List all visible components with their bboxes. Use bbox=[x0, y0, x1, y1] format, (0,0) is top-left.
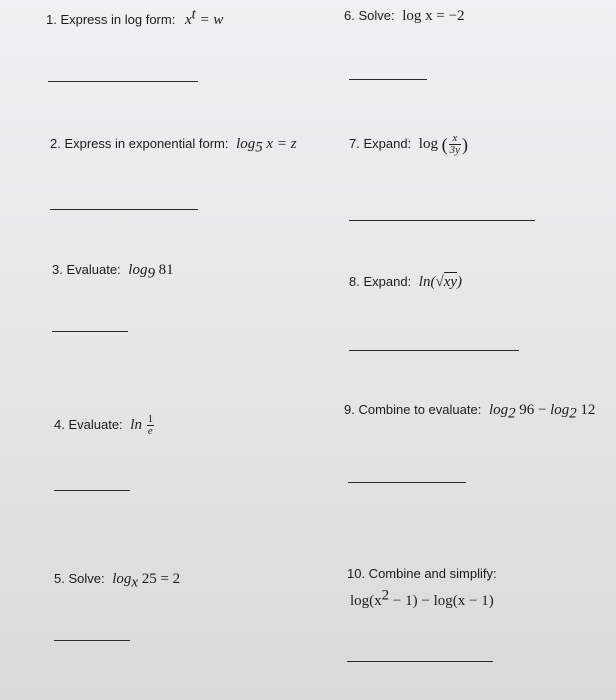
problem-6 bbox=[344, 8, 465, 24]
problem-10-expression bbox=[350, 587, 494, 609]
problem-5-label: 5. Solve: bbox=[54, 571, 105, 586]
problem-7-close-paren: ) bbox=[461, 134, 468, 155]
problem-2-sub: 5 bbox=[255, 139, 263, 156]
problem-5-log: log bbox=[112, 571, 132, 587]
problem-3-log: log bbox=[128, 262, 148, 278]
problem-8 bbox=[349, 274, 462, 290]
problem-7-fraction bbox=[449, 133, 461, 156]
problem-7-denominator: 3y bbox=[449, 144, 460, 156]
problem-1-base: x bbox=[184, 12, 192, 28]
problem-9 bbox=[344, 402, 596, 422]
problem-3-label: 3. Evaluate: bbox=[52, 262, 121, 277]
problem-10-label: 10. Combine and simplify: bbox=[347, 566, 497, 581]
problem-3-arg: 81 bbox=[158, 262, 174, 278]
problem-1-exp: t bbox=[191, 6, 196, 23]
problem-7-open-paren: ( bbox=[441, 134, 448, 155]
problem-7-label: 7. Expand: bbox=[349, 135, 412, 151]
answer-line-3[interactable] bbox=[52, 331, 128, 332]
problem-9-label: 9. Combine to evaluate: bbox=[344, 402, 482, 417]
answer-line-9[interactable] bbox=[348, 482, 466, 483]
problem-2-label: 2. Express in exponential form: bbox=[50, 136, 229, 151]
problem-9-sub2: 2 bbox=[569, 405, 577, 422]
problem-2 bbox=[50, 136, 297, 156]
problem-7-log: log bbox=[418, 135, 438, 152]
problem-1 bbox=[46, 6, 224, 28]
problem-1-rhs: = w bbox=[195, 12, 224, 28]
problem-8-radical: √ bbox=[435, 274, 444, 290]
problem-4-denominator: e bbox=[147, 425, 153, 437]
problem-10-expr-b: − 1) − log(x − 1) bbox=[389, 593, 494, 609]
answer-line-7[interactable] bbox=[349, 220, 535, 221]
problem-9-sub1: 2 bbox=[508, 405, 516, 422]
problem-6-label: 6. Solve: bbox=[344, 8, 395, 23]
problem-7 bbox=[349, 133, 468, 156]
problem-9-arg1: 96 − bbox=[519, 402, 547, 418]
problem-5 bbox=[54, 571, 181, 591]
problem-5-rhs: 25 = 2 bbox=[141, 571, 181, 587]
problem-10-expr-a: log(x bbox=[350, 593, 382, 609]
problem-10-sup: 2 bbox=[381, 587, 390, 604]
answer-line-4[interactable] bbox=[54, 490, 130, 491]
problem-8-ln: ln( bbox=[418, 274, 436, 290]
answer-line-2[interactable] bbox=[50, 209, 198, 210]
answer-line-1[interactable] bbox=[48, 81, 198, 82]
problem-6-expr: log x = −2 bbox=[402, 8, 465, 24]
problem-2-log: log bbox=[236, 136, 256, 152]
problem-10 bbox=[347, 566, 497, 582]
answer-line-10[interactable] bbox=[347, 661, 493, 662]
problem-8-close: ) bbox=[457, 274, 463, 290]
problem-1-label: 1. Express in log form: bbox=[46, 12, 176, 27]
problem-9-log2: log bbox=[550, 402, 570, 418]
problem-5-sub: x bbox=[131, 574, 139, 591]
problem-4-ln: ln bbox=[130, 416, 142, 433]
problem-4-numerator: 1 bbox=[147, 413, 154, 425]
problem-8-arg: xy bbox=[443, 274, 458, 290]
problem-3 bbox=[52, 262, 174, 282]
problem-9-arg2: 12 bbox=[580, 402, 596, 418]
answer-line-8[interactable] bbox=[349, 350, 519, 351]
answer-line-6[interactable] bbox=[349, 79, 427, 80]
problem-2-var: x bbox=[266, 136, 274, 152]
problem-3-sub: 9 bbox=[147, 265, 155, 282]
problem-9-log1: log bbox=[488, 402, 509, 418]
problem-4-fraction bbox=[147, 414, 155, 437]
problem-8-label: 8. Expand: bbox=[349, 274, 412, 289]
problem-2-rhs: = z bbox=[273, 136, 297, 152]
problem-4-label: 4. Evaluate: bbox=[54, 416, 123, 432]
answer-line-5[interactable] bbox=[54, 640, 130, 641]
problem-7-numerator: x bbox=[449, 133, 461, 145]
problem-4 bbox=[54, 414, 155, 437]
